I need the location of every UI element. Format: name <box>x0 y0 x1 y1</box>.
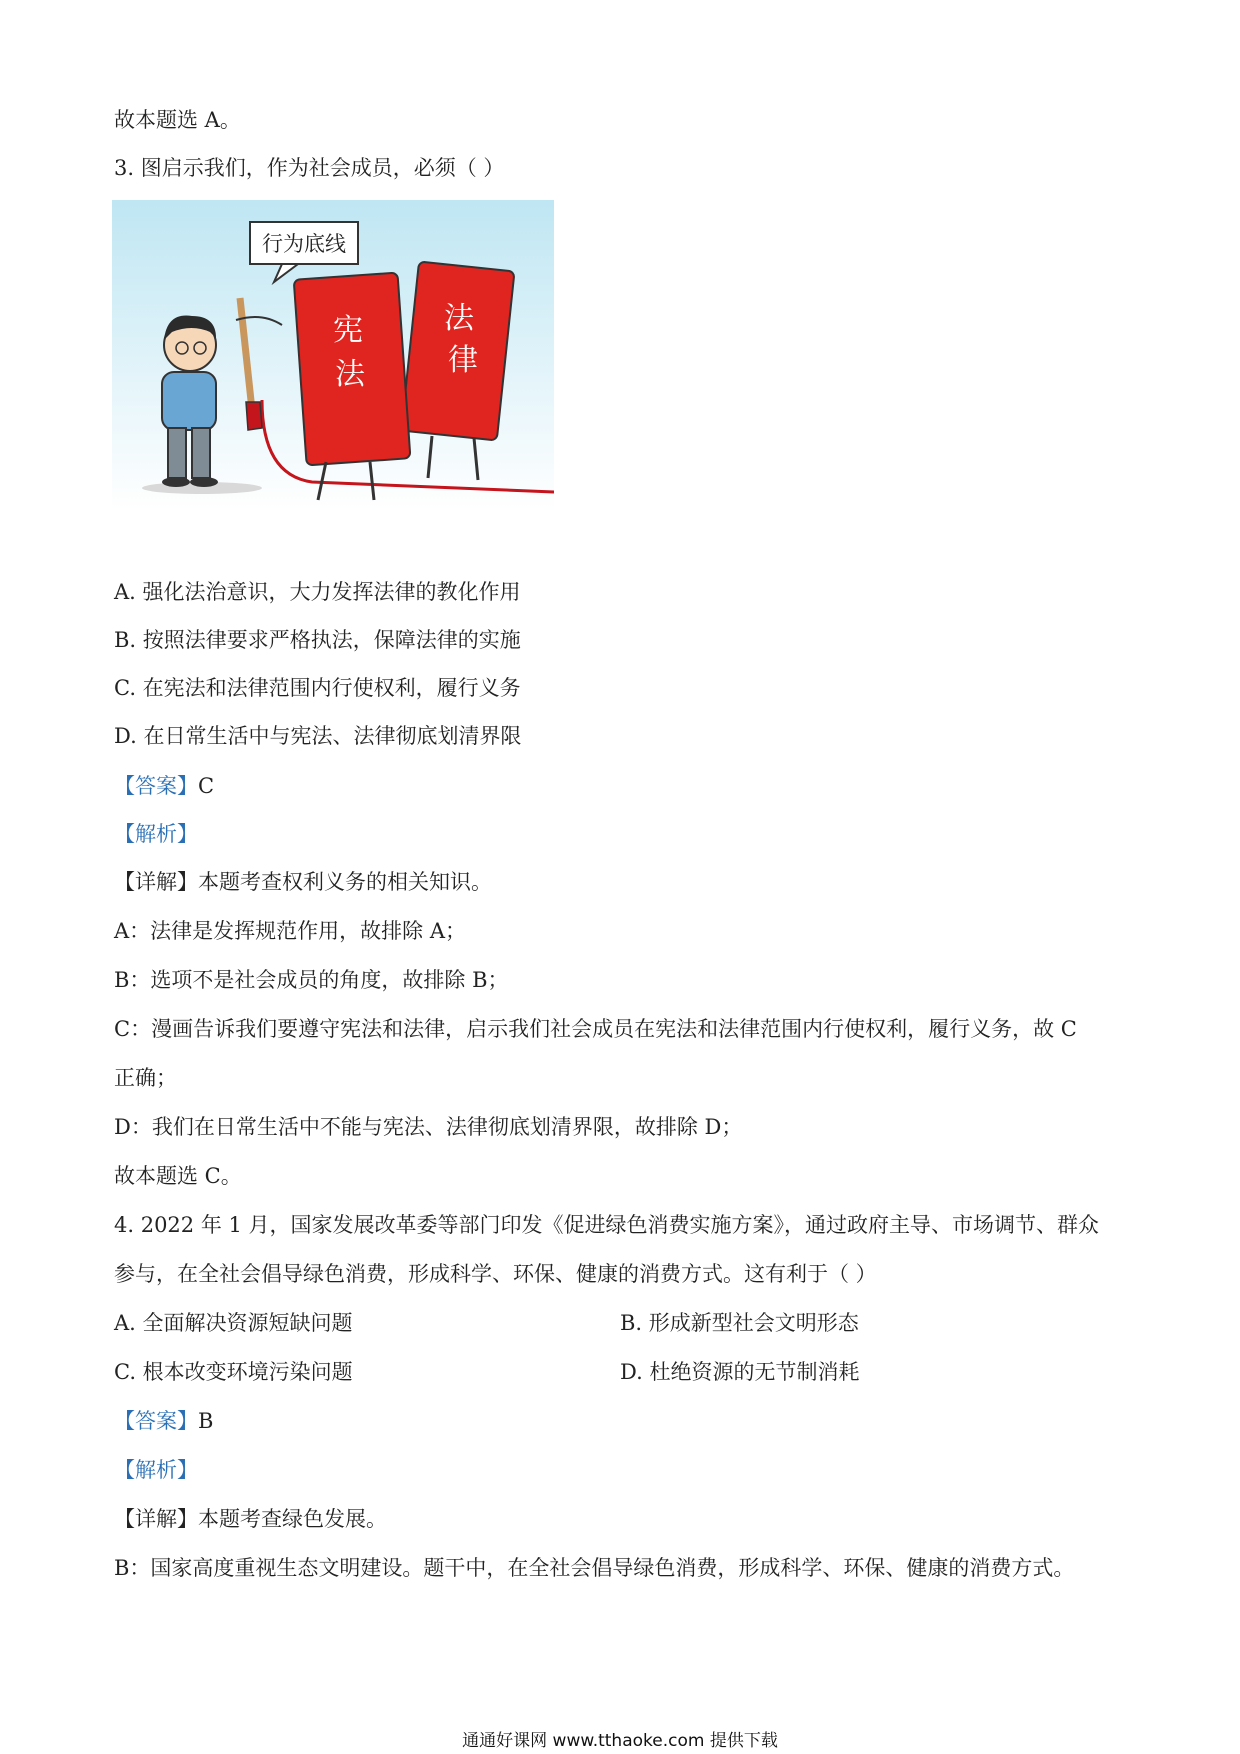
q4-option-a: A. 全面解决资源短缺问题 <box>114 1311 353 1335</box>
book2-char2: 律 <box>448 343 478 378</box>
q4-option-d: D. 杜绝资源的无节制消耗 <box>620 1360 860 1384</box>
q4-explain-b: B：国家高度重视生态文明建设。题干中，在全社会倡导绿色消费，形成科学、环保、健康的消费方式。 <box>114 1556 1075 1580</box>
question-4-stem-1: 4. 2022 年 1 月，国家发展改革委等部门印发《促进绿色消费实施方案》，通过政府主导、市场调节、群众 <box>114 1213 1100 1237</box>
q3-option-b: B. 按照法律要求严格执法，保障法律的实施 <box>114 628 521 652</box>
q3-option-d: D. 在日常生活中与宪法、法律彻底划清界限 <box>114 724 522 748</box>
q4-option-b: B. 形成新型社会文明形态 <box>620 1311 859 1335</box>
q4-analysis-tag: 【解析】 <box>114 1458 198 1482</box>
q3-explain-c: C：漫画告诉我们要遵守宪法和法律，启示我们社会成员在宪法和法律范围内行使权利，履行义务，故 C <box>114 1017 1077 1041</box>
question-4-stem-2: 参与，在全社会倡导绿色消费，形成科学、环保、健康的消费方式。这有利于（ ） <box>114 1262 877 1286</box>
book2-char1: 法 <box>444 301 474 336</box>
q3-option-a: A. 强化法治意识，大力发挥法律的教化作用 <box>114 580 521 604</box>
q4-detail <box>114 1505 387 1533</box>
book1-char1: 宪 <box>333 313 363 348</box>
detail-tag: 【详解】 <box>114 1507 198 1531</box>
q4-option-c: C. 根本改变环境污染问题 <box>114 1360 353 1384</box>
cartoon-illustration <box>112 200 554 510</box>
q3-explain-b: B：选项不是社会成员的角度，故排除 B； <box>114 968 509 992</box>
detail-text: 本题考查权利义务的相关知识。 <box>198 870 492 894</box>
answer-tag: 【答案】 <box>114 1409 198 1433</box>
answer-tag: 【答案】 <box>114 774 198 798</box>
answer-value: B <box>198 1409 214 1433</box>
answer-value: C <box>198 774 215 798</box>
sign-text: 行为底线 <box>262 232 346 256</box>
detail-tag: 【详解】 <box>114 870 198 894</box>
conclusion-q3: 故本题选 C。 <box>114 1164 242 1188</box>
detail-text: 本题考查绿色发展。 <box>198 1507 387 1531</box>
q3-analysis-tag: 【解析】 <box>114 822 198 846</box>
q3-explain-c-cont: 正确； <box>114 1066 177 1090</box>
page-footer: 通通好课网 www.tthaoke.com 提供下载 <box>462 1731 778 1751</box>
conclusion-q2: 故本题选 A。 <box>114 108 241 132</box>
question-3-stem: 3. 图启示我们，作为社会成员，必须（ ） <box>114 156 505 180</box>
q3-option-c: C. 在宪法和法律范围内行使权利，履行义务 <box>114 676 521 700</box>
book1-char2: 法 <box>335 357 365 392</box>
q3-explain-a: A：法律是发挥规范作用，故排除 A； <box>114 919 467 943</box>
q4-answer <box>114 1407 213 1435</box>
q3-explain-d: D：我们在日常生活中不能与宪法、法律彻底划清界限，故排除 D； <box>114 1115 743 1139</box>
q3-answer <box>114 772 214 800</box>
q3-detail <box>114 868 492 896</box>
